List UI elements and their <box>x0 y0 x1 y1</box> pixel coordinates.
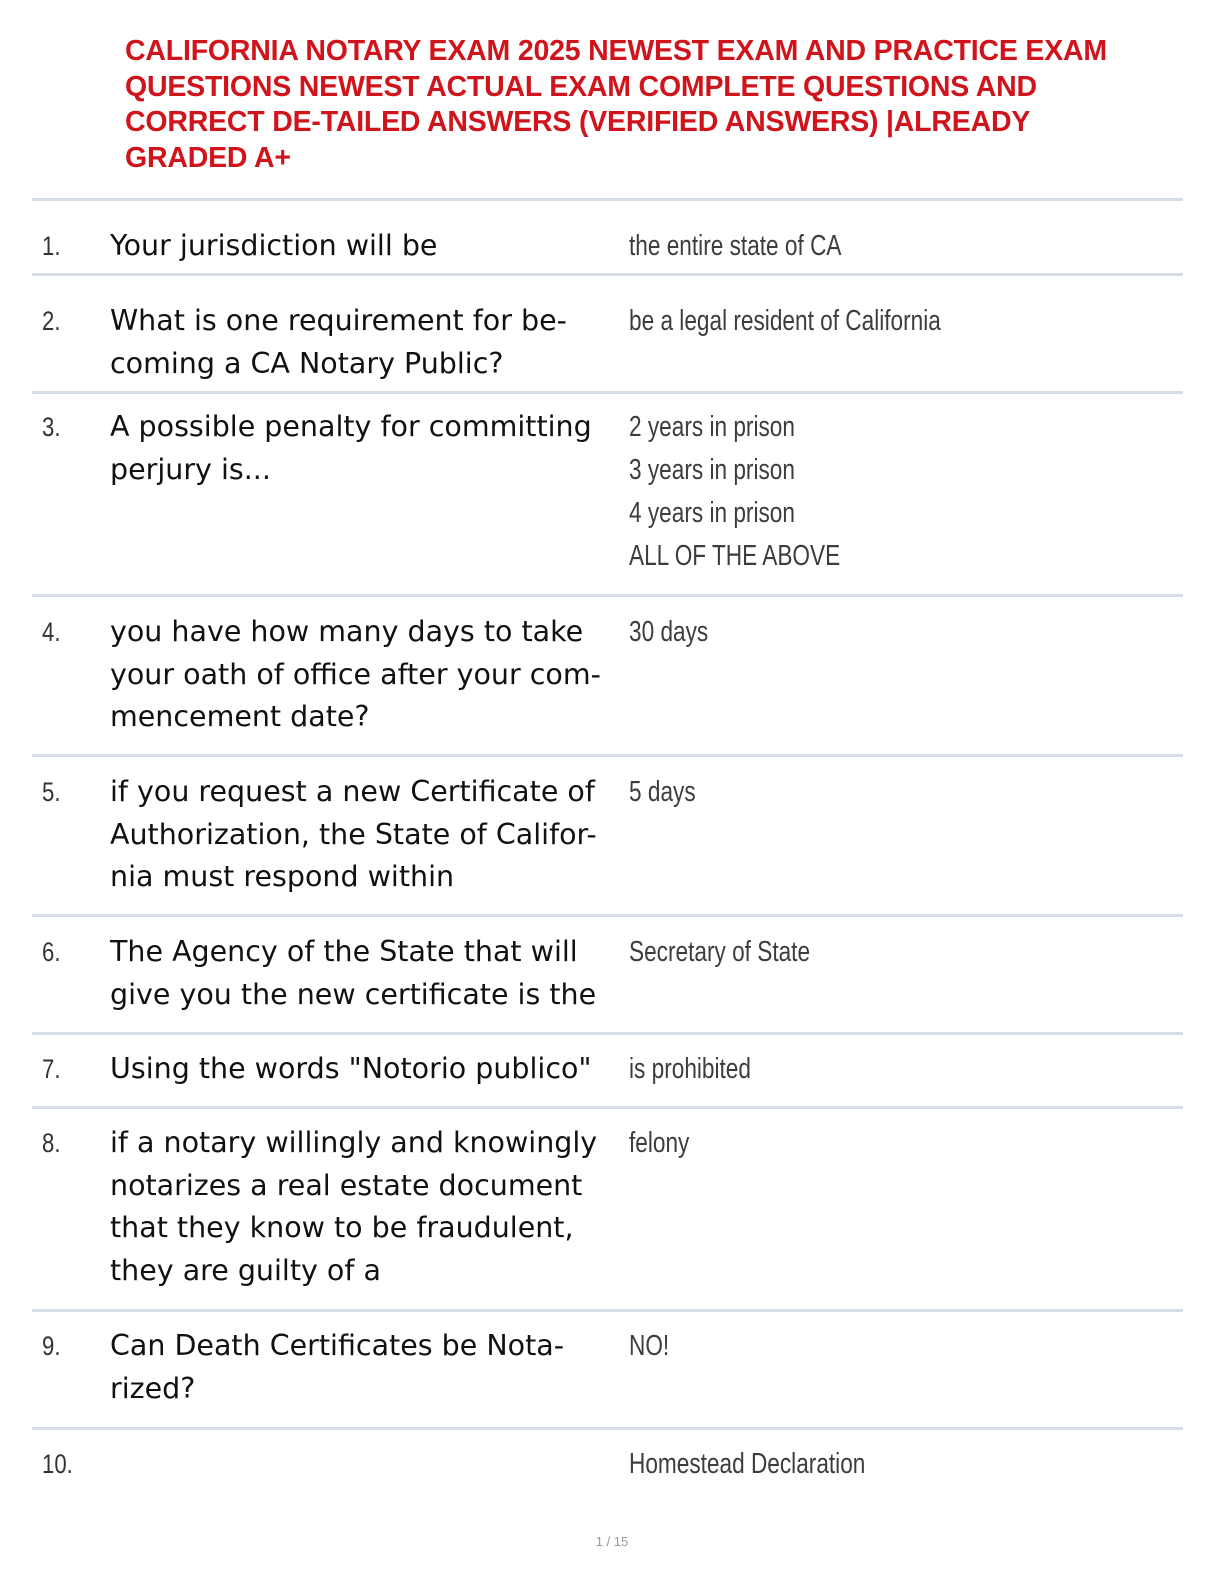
answer-text: be a legal resident of California <box>629 305 941 337</box>
answer-text: Homestead Declaration <box>629 1448 866 1480</box>
question-number: 9. <box>42 1331 61 1361</box>
answer-text: Secretary of State <box>629 936 811 968</box>
page-indicator: 1 / 15 <box>595 1534 629 1549</box>
question-answer-table <box>32 198 1183 1506</box>
question-number: 10. <box>42 1449 73 1479</box>
qa-row <box>32 917 1183 1035</box>
question-number: 6. <box>42 937 61 967</box>
title-line: CALIFORNIA NOTARY EXAM 2025 NEWEST EXAM AND PRACTICE EXAM <box>125 35 1107 67</box>
qa-row <box>32 201 1183 276</box>
question-number: 7. <box>42 1054 61 1084</box>
question-number: 2. <box>42 306 61 336</box>
question-text: if you request a new Certificate of Authorization, the State of Califor- nia must respond within <box>110 775 597 893</box>
qa-row <box>32 394 1183 597</box>
qa-row <box>32 1430 1183 1506</box>
question-text: if a notary willingly and knowingly notarizes a real estate document that they know to be fraudulent, they are guilty of a <box>110 1126 598 1287</box>
title-line: GRADED A+ <box>125 141 291 174</box>
qa-row <box>32 757 1183 917</box>
question-text: Your jurisdiction will be <box>110 229 438 262</box>
answer-text: 30 days <box>629 616 709 648</box>
qa-row <box>32 1035 1183 1109</box>
answer-text: 5 days <box>629 776 696 808</box>
answer-text: 2 years in prison 3 years in prison 4 years in prison ALL OF THE ABOVE <box>629 411 841 572</box>
title-line: CORRECT DE-TAILED ANSWERS (VERIFIED ANSWERS) |ALREADY <box>125 106 1031 138</box>
question-text: Can Death Certificates be Nota- rized? <box>110 1329 565 1405</box>
question-text: What is one requirement for be- coming a CA Notary Public? <box>110 304 567 380</box>
qa-row <box>32 1109 1183 1312</box>
qa-row <box>32 276 1183 394</box>
answer-text: is prohibited <box>629 1053 751 1085</box>
question-number: 3. <box>42 412 61 442</box>
document-title <box>125 34 1220 176</box>
qa-row <box>32 597 1183 757</box>
question-number: 4. <box>42 617 61 647</box>
answer-text: felony <box>629 1127 690 1159</box>
question-text: A possible penalty for committing perjury is... <box>110 410 592 486</box>
question-number: 8. <box>42 1128 61 1158</box>
title-line: QUESTIONS NEWEST ACTUAL EXAM COMPLETE QUESTIONS AND <box>125 70 1037 103</box>
question-text: Using the words "Notorio publico" <box>110 1052 592 1085</box>
question-text: you have how many days to take your oath of office after your com- mencement date? <box>110 615 601 733</box>
answer-text: the entire state of CA <box>629 230 842 262</box>
qa-row <box>32 1312 1183 1430</box>
answer-text: NO! <box>629 1330 670 1362</box>
question-number: 1. <box>42 231 61 261</box>
question-text: The Agency of the State that will give you the new certificate is the <box>110 935 597 1011</box>
question-number: 5. <box>42 777 61 807</box>
